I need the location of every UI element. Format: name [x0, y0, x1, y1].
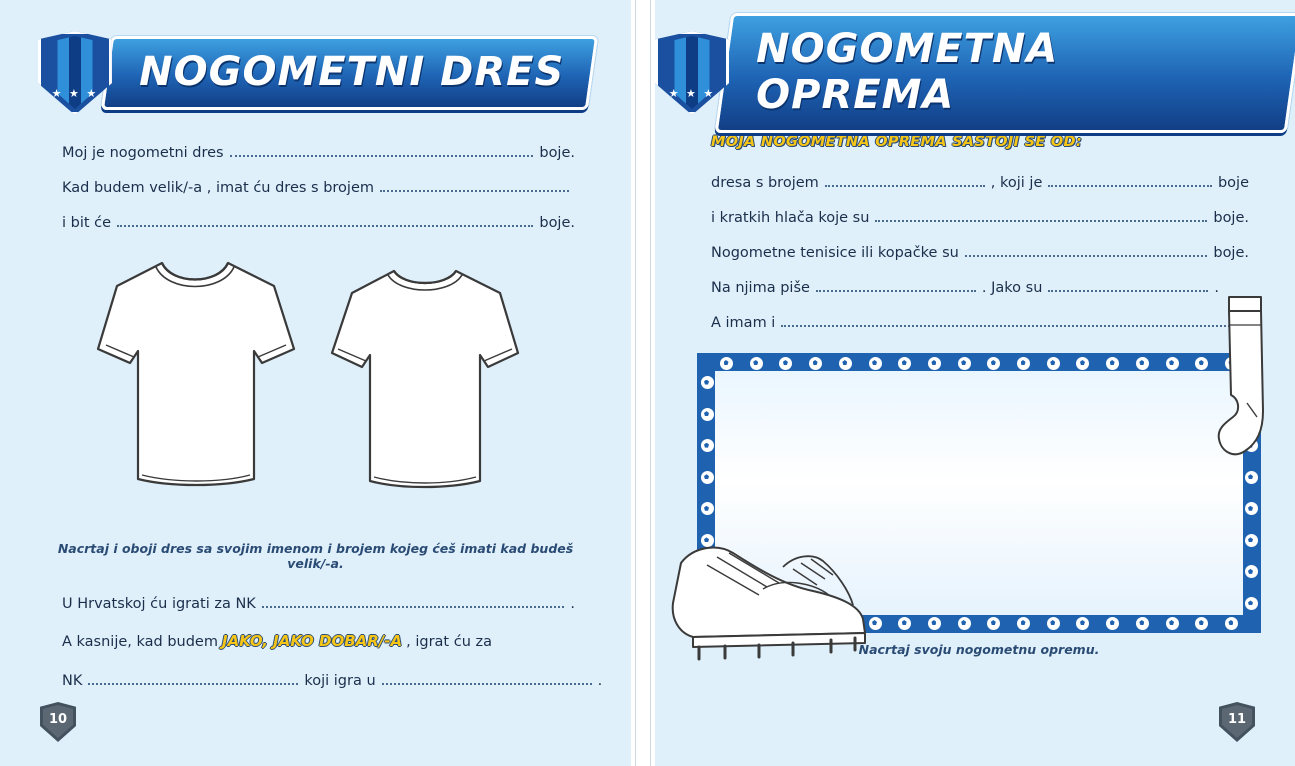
shield-stars: ★ ★ ★ [668, 87, 716, 100]
form-label: , igrat ću za [406, 634, 492, 650]
form-row [711, 242, 1249, 261]
soccer-ball-icon [1075, 616, 1090, 631]
soccer-ball-icon [927, 356, 942, 371]
soccer-ball-icon [1105, 356, 1120, 371]
form-row [711, 312, 1249, 331]
jersey-illustrations [0, 247, 631, 537]
soccer-ball-icon [778, 356, 793, 371]
shield-stars: ★ ★ ★ [51, 87, 99, 100]
form-row [62, 142, 575, 161]
soccer-ball-icon [1016, 356, 1031, 371]
fill-in-blank[interactable] [380, 177, 569, 192]
book-gutter [631, 0, 655, 766]
soccer-ball-icon [838, 356, 853, 371]
left-page [0, 0, 631, 766]
soccer-ball-icon [808, 356, 823, 371]
soccer-ball-icon [700, 470, 715, 485]
fill-in-blank[interactable] [262, 593, 565, 608]
fill-in-blank[interactable] [1048, 172, 1212, 187]
page-number-badge [1219, 702, 1255, 742]
form-label: A kasnije, kad budem [62, 634, 218, 650]
sock-illustration [1209, 291, 1279, 481]
shield-icon [655, 31, 729, 115]
fill-in-blank[interactable] [816, 277, 976, 292]
right-page [655, 0, 1295, 766]
soccer-ball-icon [1165, 356, 1180, 371]
form-label: i bit će [62, 215, 112, 231]
soccer-ball-icon [1046, 356, 1061, 371]
soccer-ball-icon [1105, 616, 1120, 631]
soccer-ball-icon [1075, 356, 1090, 371]
form-label: , koji je [990, 175, 1043, 191]
page-number: 10 [48, 711, 68, 727]
form-tail: boje. [1213, 245, 1249, 261]
page-title: NOGOMETNI DRES [101, 36, 599, 110]
soccer-ball-icon [1224, 616, 1239, 631]
soccer-ball-icon [1194, 356, 1209, 371]
soccer-ball-icon [1244, 533, 1259, 548]
soccer-ball-icon [1016, 616, 1031, 631]
form-tail: . [597, 673, 603, 689]
form-tail: boje. [1213, 210, 1249, 226]
form-tail: boje. [539, 215, 575, 231]
soccer-ball-icon [868, 356, 883, 371]
soccer-ball-icon [700, 375, 715, 390]
fill-in-blank[interactable] [88, 670, 298, 685]
form-row [62, 632, 575, 650]
fill-in-blank[interactable] [117, 212, 533, 227]
soccer-ball-icon [749, 356, 764, 371]
fill-in-blank[interactable] [382, 670, 592, 685]
form-tail: boje [1217, 175, 1249, 191]
page-number-badge [40, 702, 76, 742]
page-number: 11 [1227, 711, 1247, 727]
soccer-ball-icon [897, 356, 912, 371]
form-label: Kad budem velik/-a , imat ću dres s brojem [62, 180, 374, 196]
shield-icon [38, 31, 112, 115]
form-label: . Jako su [981, 280, 1043, 296]
form-row [711, 277, 1249, 296]
soccer-ball-icon [927, 616, 942, 631]
jersey-caption: Nacrtaj i oboji dres sa svojim imenom i brojem kojeg ćeš imati kad budeš velik/-a. [57, 541, 574, 571]
soccer-ball-icon [957, 616, 972, 631]
form-tail: . [1214, 280, 1220, 296]
soccer-ball-icon [1244, 501, 1259, 516]
form-label: NK [62, 673, 83, 689]
form-label: i kratkih hlača koje su [711, 210, 870, 226]
soccer-ball-icon [957, 356, 972, 371]
fill-in-blank[interactable] [781, 312, 1238, 327]
soccer-ball-icon [1165, 616, 1180, 631]
fill-in-blank[interactable] [1048, 277, 1208, 292]
page-title: NOGOMETNA OPREMA [715, 13, 1295, 133]
soccer-ball-icon [1244, 564, 1259, 579]
soccer-ball-icon [700, 438, 715, 453]
left-form [62, 142, 575, 231]
left-bottom-form [62, 593, 603, 689]
form-label: koji igra u [304, 673, 376, 689]
fill-in-blank[interactable] [875, 207, 1207, 222]
form-label: Na njima piše [711, 280, 810, 296]
soccer-ball-icon [700, 501, 715, 516]
fill-in-blank[interactable] [825, 172, 985, 187]
form-row [62, 593, 575, 612]
fill-in-blank[interactable] [965, 242, 1208, 257]
frame-caption: Nacrtaj svoju nogometnu opremu. [858, 642, 1100, 657]
soccer-ball-icon [700, 407, 715, 422]
emphasis-text: JAKO, JAKO DOBAR/-A [221, 632, 403, 650]
form-row [711, 207, 1249, 226]
form-label: U Hrvatskoj ću igrati za NK [62, 596, 256, 612]
form-tail: . [570, 596, 575, 612]
form-row [62, 177, 575, 196]
fill-in-blank[interactable] [230, 142, 534, 157]
soccer-ball-icon [1046, 616, 1061, 631]
right-form [711, 172, 1249, 331]
ball-border-top [719, 356, 1239, 371]
soccer-ball-icon [719, 356, 734, 371]
soccer-ball-icon [1194, 616, 1209, 631]
form-row [62, 670, 603, 689]
drawing-frame-wrapper [697, 353, 1261, 657]
soccer-ball-icon [897, 616, 912, 631]
form-label: dresa s brojem [711, 175, 819, 191]
right-page-title-banner [655, 26, 1295, 118]
form-label: Nogometne tenisice ili kopačke su [711, 245, 959, 261]
form-label: A imam i [711, 315, 776, 331]
soccer-ball-icon [986, 616, 1001, 631]
form-label: Moj je nogometni dres [62, 145, 224, 161]
soccer-ball-icon [1135, 616, 1150, 631]
jersey-drawing-area[interactable] [22, 241, 582, 541]
equipment-subheading: MOJA NOGOMETNA OPREMA SASTOJI SE OD: [711, 134, 1082, 150]
form-row [711, 172, 1249, 191]
soccer-ball-icon [1135, 356, 1150, 371]
form-row [62, 212, 575, 231]
left-page-title-banner [0, 30, 631, 116]
soccer-ball-icon [986, 356, 1001, 371]
soccer-ball-icon [1244, 596, 1259, 611]
form-tail: boje. [539, 145, 575, 161]
